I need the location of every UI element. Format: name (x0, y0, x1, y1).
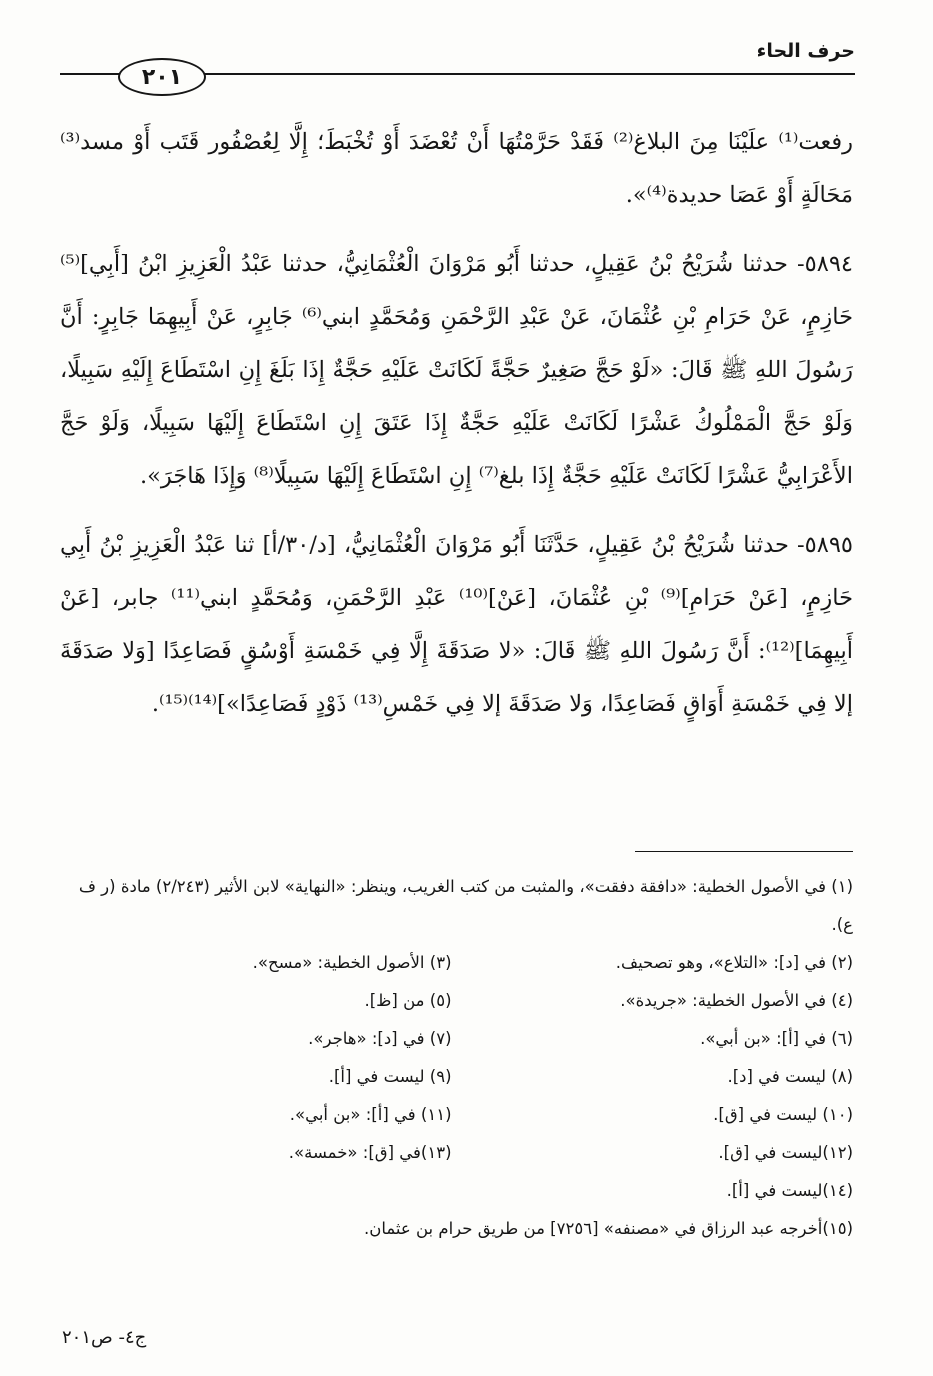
footnote-7: (٧) في [د]: «هاجر». (308, 1029, 452, 1048)
footnote-12: (١٢)ليست في [ق]. (718, 1143, 853, 1162)
footnote-9: (٩) ليست في [أ]. (328, 1067, 452, 1086)
page-number-badge (118, 58, 206, 96)
footnote-15: (١٥)أخرجه عبد الرزاق في «مصنفه» [٧٢٥٦] من طريق حرام بن عثمان. (363, 1219, 853, 1238)
footnote-grid (60, 944, 853, 1210)
footnotes (60, 868, 853, 1248)
main-text (60, 116, 853, 747)
footnote-rule (635, 851, 853, 852)
footnote-13: (١٣)في [ق]: «خمسة». (288, 1143, 452, 1162)
footnote-empty (60, 1172, 452, 1210)
footnote-6: (٦) في [أ]: «بن أبي». (700, 1029, 853, 1048)
footnote-10: (١٠) ليست في [ق]. (713, 1105, 853, 1124)
paragraph-hadith-5894: ٥٨٩٤- حدثنا شُرَيْحُ بْنُ عَقِيلٍ، حدثنا أَبُو مَرْوَانَ الْعُثْمَانِيُّ، حدثنا عَبْدُ الْعَزِيزِ ابْنُ [أَبِي]⁽⁵⁾ حَازِمٍ، عَنْ حَرَامِ بْنِ عُثْمَانَ، عَنْ عَبْدِ الرَّحْمَنِ وَمُحَمَّدٍ ابني⁽⁶⁾ جَابِرٍ، عَنْ أَبِيهِمَا جَابِرٍ: أَنَّ رَسُولَ اللهِ ﷺ قَالَ: «لَوْ حَجَّ صَغِيرٌ حَجَّةً لَكَانَتْ عَلَيْهِ حَجَّةٌ إِذَا بَلَغَ إِنِ اسْتَطَاعَ إِلَيْهِ سَبِيلًا، وَلَوْ حَجَّ الْمَمْلُوكُ عَشْرًا لَكَانَتْ عَلَيْهِ حَجَّةٌ إِذَا عَتَقَ إِنِ اسْتَطَاعَ إِلَيْهَا سَبِيلًا، وَلَوْ حَجَّ الأَعْرَابِيُّ عَشْرًا لَكَانَتْ عَلَيْهِ حَجَّةٌ إِذَا بلغ⁽⁷⁾ إِنِ اسْتَطَاعَ إِلَيْهَا سَبِيلًا⁽⁸⁾ وَإِذَا هَاجَرَ». (60, 251, 853, 489)
page-number: ٢٠١ (141, 64, 183, 90)
paragraph-1: رفعت⁽¹⁾ علَيْنَا مِنَ البلاغ⁽²⁾ فَقَدْ حَرَّمْتُهَا أَنْ تُعْضَدَ أَوْ تُخْبَطَ؛ إِلَّا لِعُصْفُور قَتَب أَوْ مسد⁽³⁾ مَحَالَةٍ أَوْ عَصَا حديدة⁽⁴⁾». (60, 129, 853, 208)
chapter-title: حرف الحاء (756, 40, 855, 62)
footnote-1: (١) في الأصول الخطية: «دافقة دفقت»، والمثبت من كتب الغريب، وينظر: «النهاية» لابن الأثير (٢/٢٤٣) مادة (ر ف ع). (78, 877, 853, 934)
footnote-14: (١٤)ليست في [أ]. (726, 1181, 853, 1200)
footnote-11: (١١) في [أ]: «بن أبي». (289, 1105, 452, 1124)
footnote-4: (٤) في الأصول الخطية: «جريدة». (620, 991, 853, 1010)
volume-page-reference: ج٤- ص٢٠١ (62, 1327, 147, 1348)
paragraph-hadith-5895: ٥٨٩٥- حدثنا شُرَيْحُ بْنُ عَقِيلٍ، حَدَّثَنَا أَبُو مَرْوَانَ الْعُثْمَانِيُّ، [د/٣٠/أ] ثنا عَبْدُ الْعَزِيزِ بْنُ أَبِي حَازِمٍ، [عَنْ حَرَامِ]⁽⁹⁾ بْنِ عُثْمَانَ، [عَنْ]⁽¹⁰⁾ عَبْدِ الرَّحْمَنِ، وَمُحَمَّدٍ ابني⁽¹¹⁾ جابر، [عَنْ أَبِيهِمَا]⁽¹²⁾: أَنَّ رَسُولَ اللهِ ﷺ قَالَ: «لا صَدَقَةَ إِلَّا فِي خَمْسَةِ أَوْسُقٍ فَصَاعِدًا [وَلا صَدَقَةَ إلا فِي خَمْسَةِ أَوَاقٍ فَصَاعِدًا، وَلا صَدَقَةَ إلا فِي خَمْسِ⁽¹³⁾ ذَوْدٍ فَصَاعِدًا»]⁽¹⁴⁾⁽¹⁵⁾. (60, 532, 853, 717)
footnote-2: (٢) في [د]: «التلاع»، وهو تصحيف. (615, 953, 853, 972)
footnote-3: (٣) الأصول الخطية: «مسح». (252, 953, 452, 972)
footnote-5: (٥) من [ظ]. (364, 991, 452, 1010)
footnote-8: (٨) ليست في [د]. (727, 1067, 853, 1086)
